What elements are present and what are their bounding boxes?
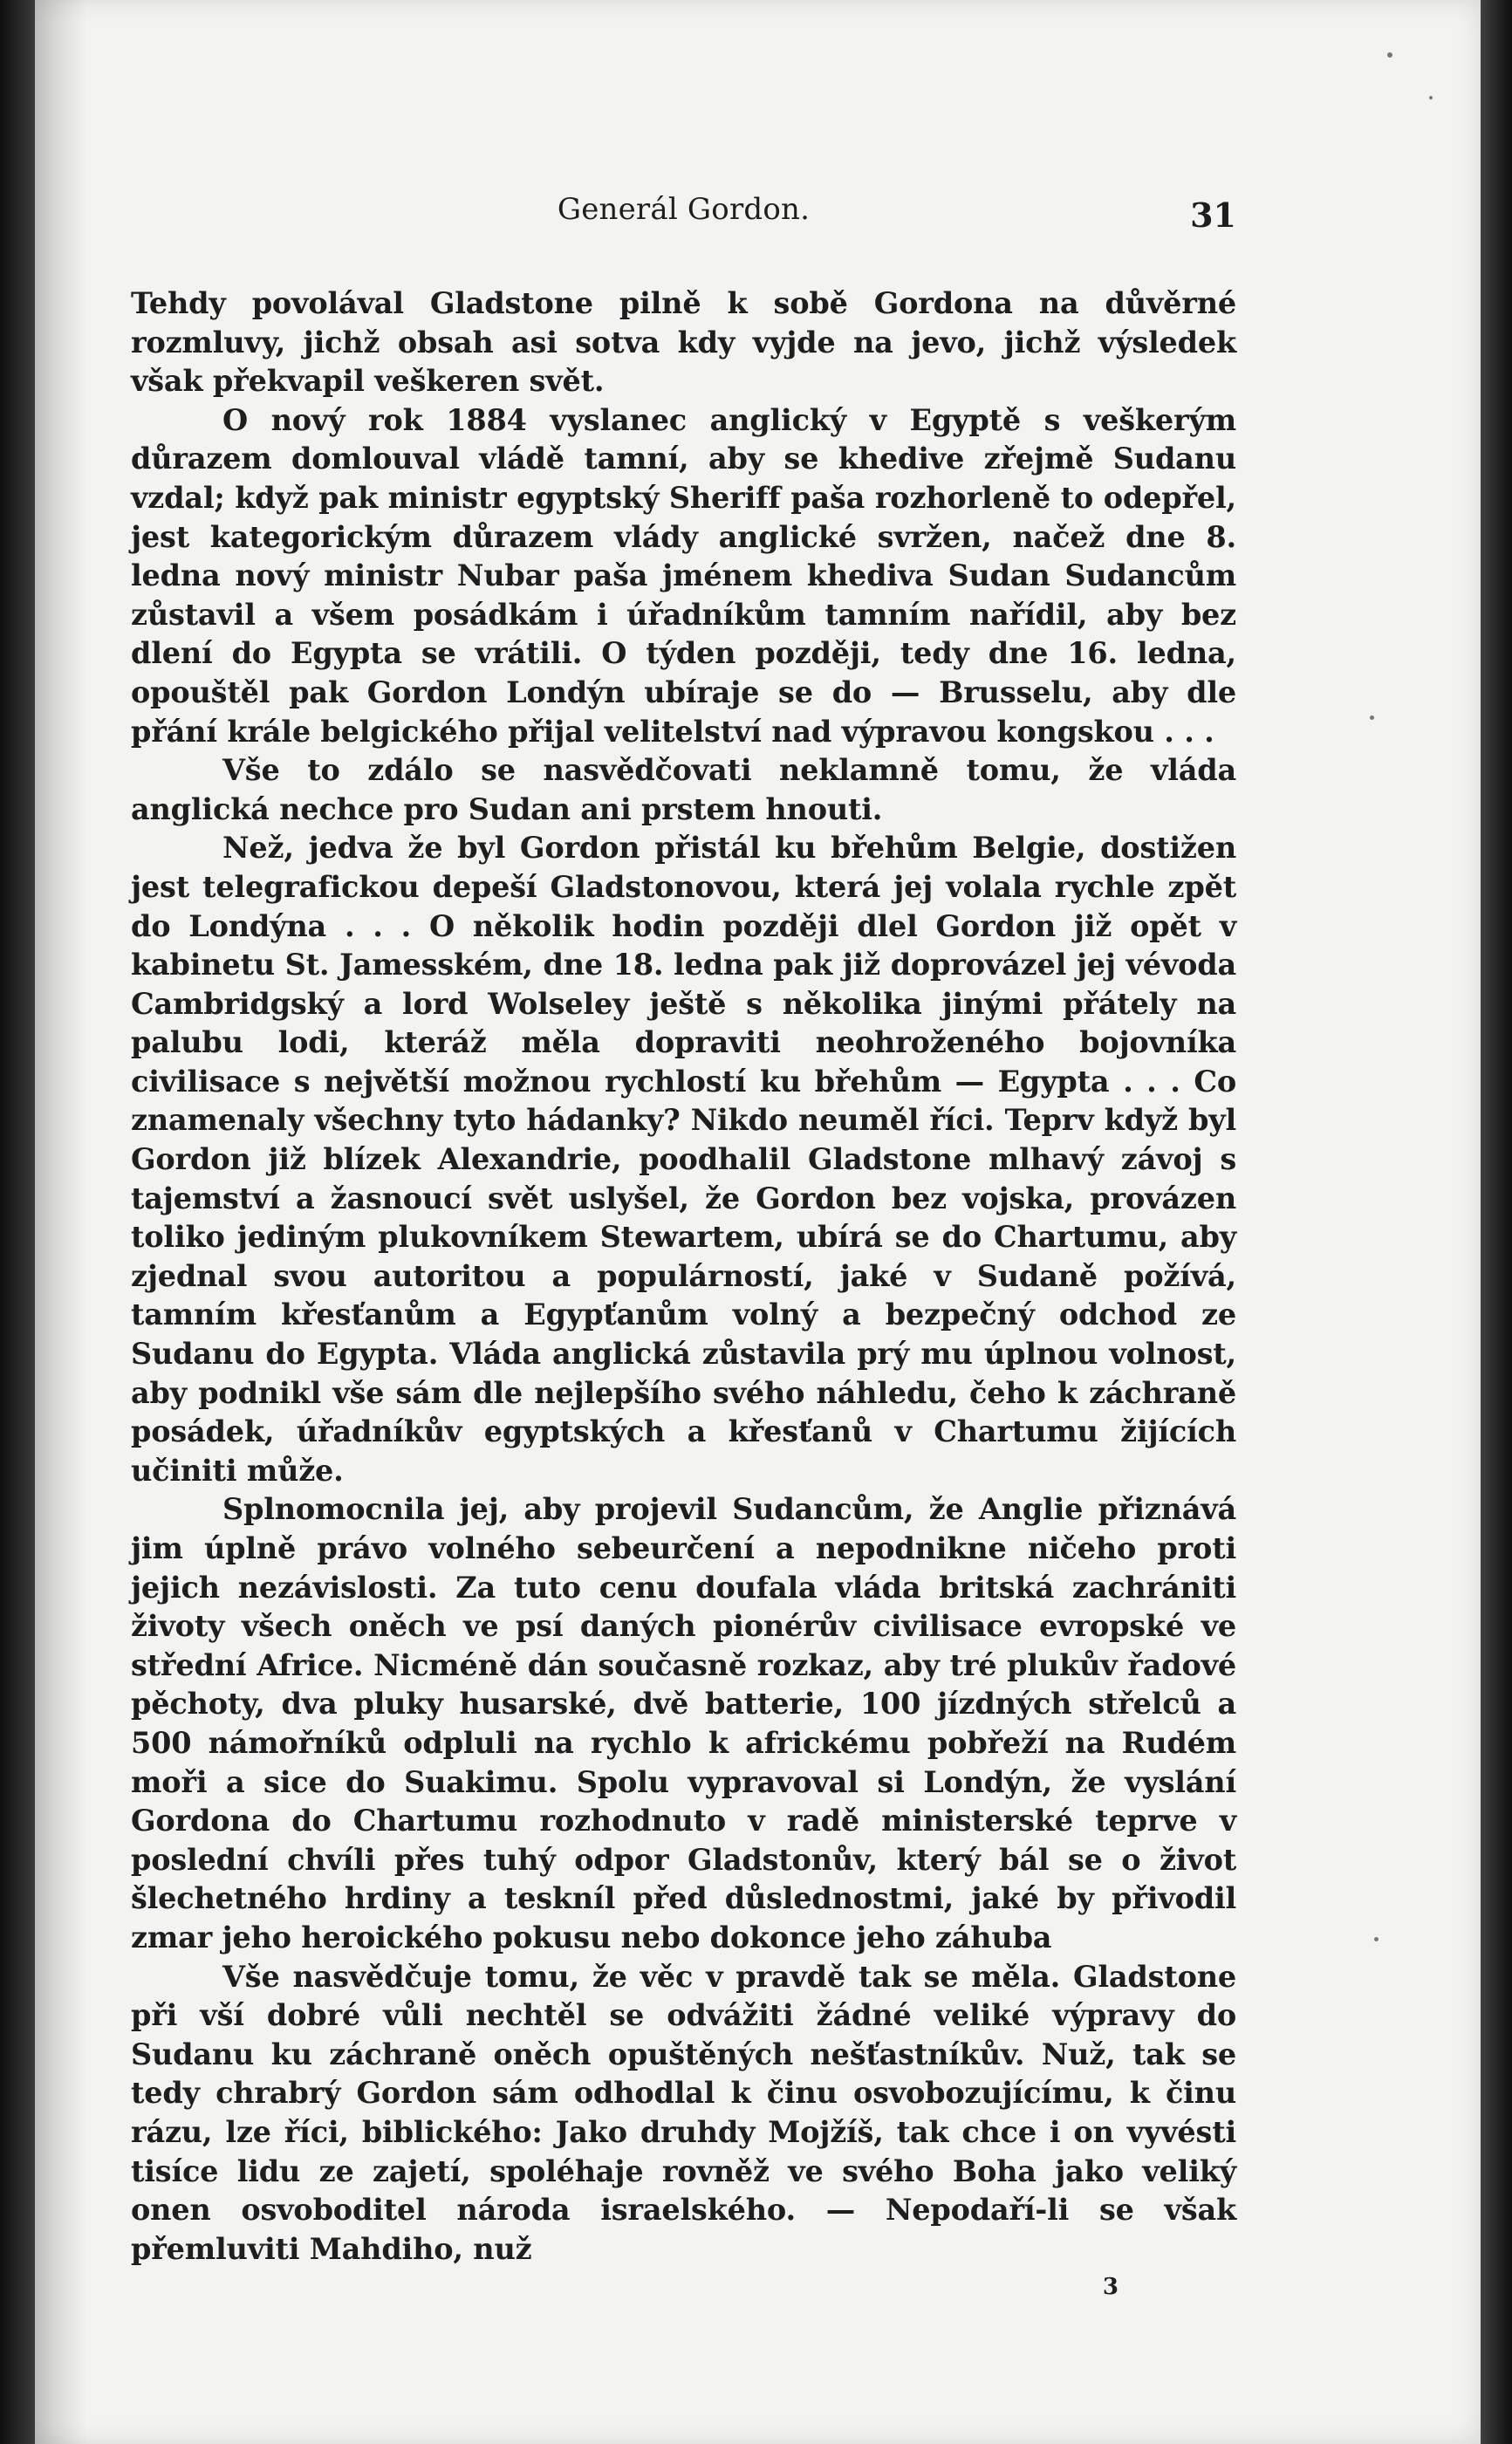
body-text: [131, 284, 1236, 2269]
paragraph: Než, jedva že byl Gordon přistál ku břehům Belgie, dostižen jest telegrafickou depeší Gladstonovou, která jej volala rychle zpět do Londýna . . . O několik hodin později dlel Gordon již opět v kabinetu St. Jamesském, dne 18. ledna pak již doprovázel jej vévoda Cambridgský a lord Wolseley ještě s několika jinými přátely na palubu lodi, kteráž měla dopraviti neohroženého bojovníka civilisace s největší možnou rychlostí ku břehům — Egypta . . . Co znamenaly všechny tyto hádanky? Nikdo neuměl říci. Teprv když byl Gordon již blízek Alexandrie, poodhalil Gladstone mlhavý závoj s tajemství a žasnoucí svět uslyšel, že Gordon bez vojska, provázen toliko jediným plukovníkem Stewartem, ubírá se do Chartumu, aby zjednal svou autoritou a populárností, jaké v Sudaně požívá, tamním křesťanům a Egypťanům volný a bezpečný odchod ze Sudanu do Egypta. Vláda anglická zůstavila prý mu úplnou volnost, aby podnikl vše sám dle nejlepšího svého náhledu, čeho k záchraně posádek, úřadníkův egyptských a křesťanů v Chartumu žijících učiniti může.: [131, 831, 1236, 1488]
paper-speck: [1370, 715, 1374, 720]
paragraph: Vše to zdálo se nasvědčovati neklamně tomu, že vláda anglická nechce pro Sudan ani prstem hnouti.: [131, 753, 1236, 826]
paragraph: Tehdy povolával Gladstone pilně k sobě Gordona na důvěrné rozmluvy, jichž obsah asi sotva kdy vyjde na jevo, jichž výsledek však překvapil veškeren svět.: [131, 286, 1236, 399]
scan-border-right: [1481, 0, 1512, 2444]
page-header: [131, 188, 1236, 241]
running-title: Generál Gordon.: [557, 192, 811, 227]
signature-mark: 3: [1102, 2274, 1119, 2301]
page-content: [131, 188, 1236, 2300]
paper-speck: [1374, 1937, 1379, 1941]
scan-border-left: [0, 0, 35, 2444]
book-page: [35, 0, 1481, 2444]
page-fold-shadow: [35, 0, 87, 2444]
page-number: 31: [1190, 195, 1236, 235]
paragraph: Splnomocnila jej, aby projevil Sudancům, že Anglie přiznává jim úplně právo volného sebeurčení a nepodnikne ničeho proti jejich nezávislosti. Za tuto cenu doufala vláda britská zachrániti životy všech oněch ve psí daných pionérův civilisace evropské ve střední Africe. Nicméně dán současně rozkaz, aby tré plukův řadové pěchoty, dva pluky husarské, dvě batterie, 100 jízdných střelců a 500 námořníků odpluli na rychlo k africkému pobřeží na Rudém moři a sice do Suakimu. Spolu vypravoval si Londýn, že vyslání Gordona do Chartumu rozhodnuto v radě ministerské teprve v poslední chvíli přes tuhý odpor Gladstonův, který bál se o život šlechetného hrdiny a teskníl před důslednostmi, jaké by přivodil zmar jeho heroického pokusu nebo dokonce jeho záhuba: [131, 1492, 1236, 1955]
paragraph: O nový rok 1884 vyslanec anglický v Egyptě s veškerým důrazem domlouval vládě tamní, aby se khedive zřejmě Sudanu vzdal; když pak ministr egyptský Sheriff paša rozhorleně to odepřel, jest kategorickým důrazem vlády anglické svržen, načež dne 8. ledna nový ministr Nubar paša jménem khediva Sudan Sudancům zůstavil a všem posádkám i úřadníkům tamním nařídil, aby bez dlení do Egypta se vrátili. O týden později, tedy dne 16. ledna, opouštěl pak Gordon Londýn ubíraje se do — Brusselu, aby dle přání krále belgického přijal velitelství nad výpravou kongskou . . .: [131, 402, 1236, 749]
paragraph: Vše nasvědčuje tomu, že věc v pravdě tak se měla. Gladstone při vší dobré vůli nechtěl se odvážiti žádné veliké výpravy do Sudanu ku záchraně oněch opuštěných nešťastníkův. Nuž, tak se tedy chrabrý Gordon sám odhodlal k činu osvobozujícímu, k činu rázu, lze říci, biblického: Jako druhdy Mojžíš, tak chce i on vyvésti tisíce lidu ze zajetí, spoléhaje rovněž ve svého Boha jako veliký onen osvoboditel národa israelského. — Nepodaří-li se však přemluviti Mahdiho, nuž: [131, 1959, 1236, 2266]
paper-speck: [1429, 96, 1433, 99]
paper-speck: [1387, 52, 1392, 58]
